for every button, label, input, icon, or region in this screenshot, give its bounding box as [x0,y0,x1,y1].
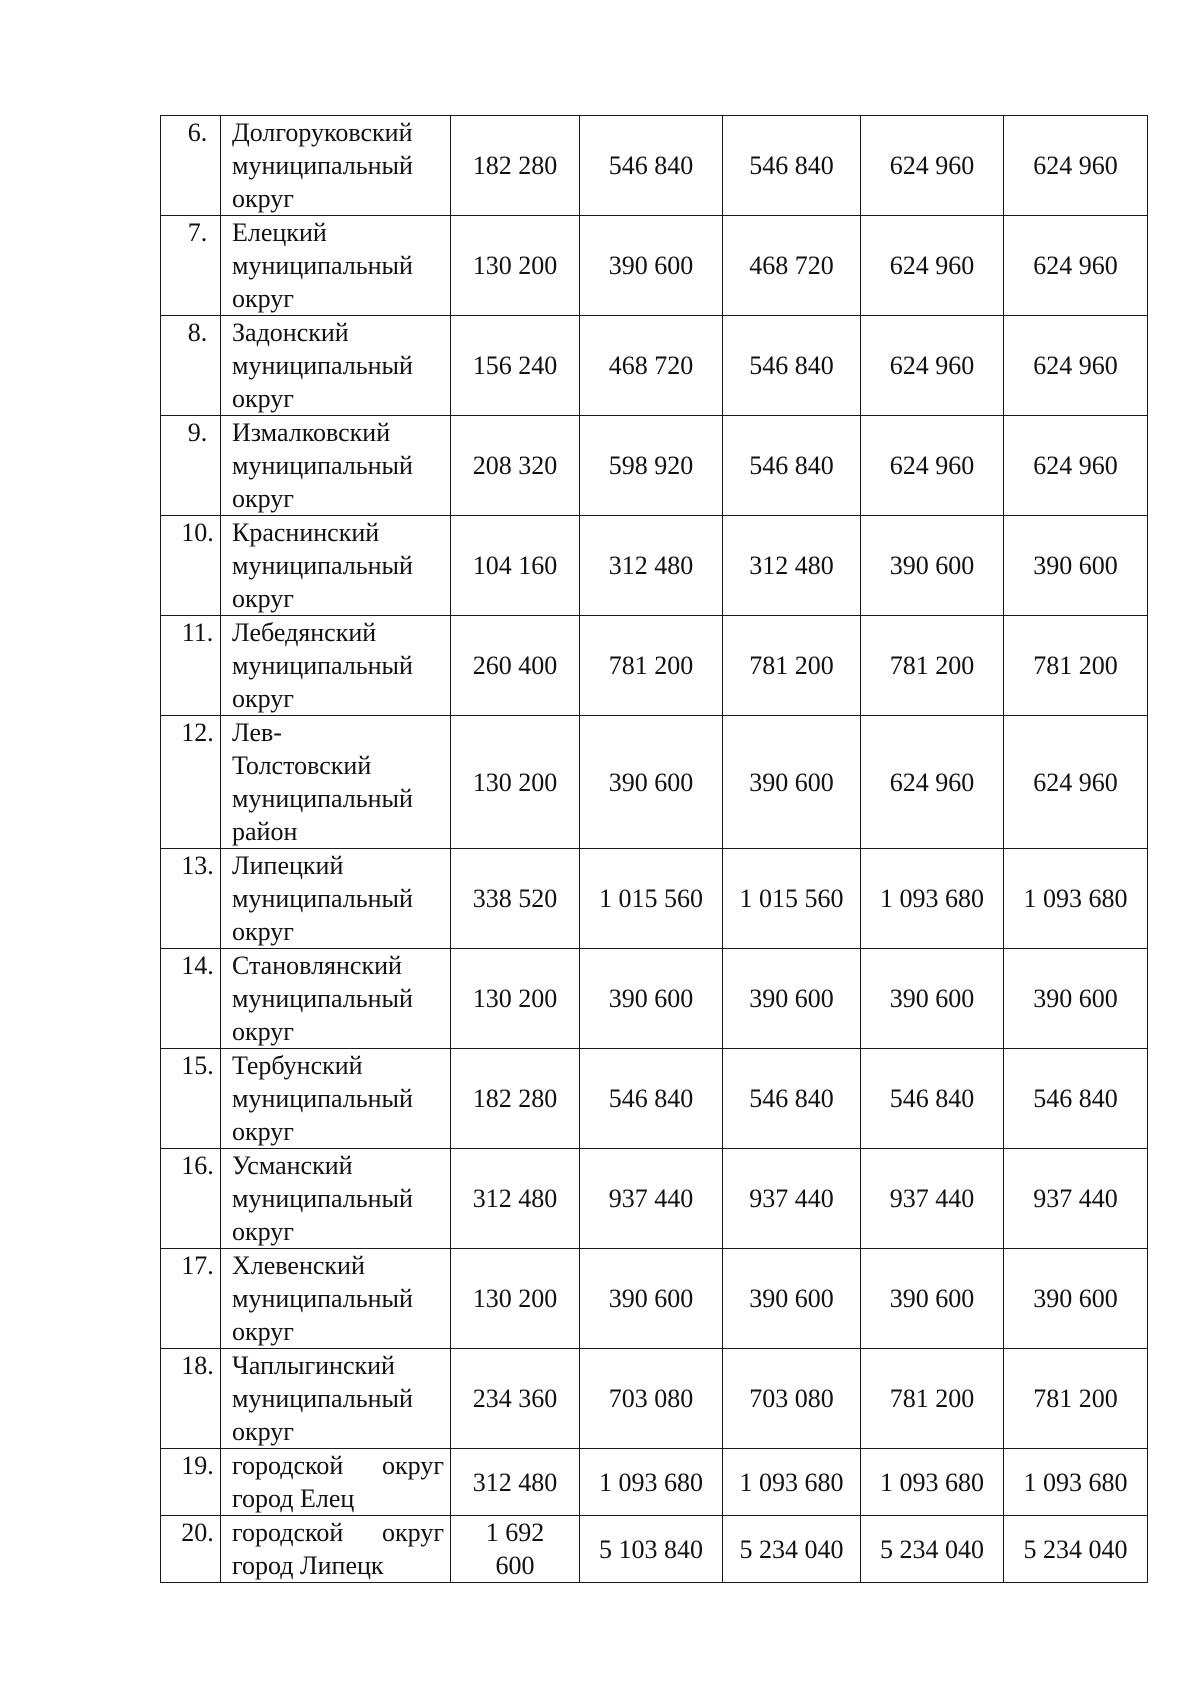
amount-cell-3: 312 480 [723,516,861,616]
amount-cell-1: 130 200 [451,216,580,316]
amount-cell-5: 624 960 [1004,216,1148,316]
table-row [161,316,1148,416]
municipality-name [221,1516,451,1583]
municipality-name-line: муниципальный [232,451,413,480]
amount-cell-2: 5 103 840 [580,1516,723,1583]
municipality-name-line: округ [232,1417,294,1446]
row-number: 18. [161,1349,221,1449]
row-number: 15. [161,1049,221,1149]
municipality-name-line: Тербунский [232,1051,363,1080]
amount-cell-2: 390 600 [580,1249,723,1349]
municipality-name-line: округ [232,284,294,313]
amount-cell-1: 1 692 600 [451,1516,580,1583]
municipality-name-line: Чаплыгинский [232,1351,395,1380]
amount-cell-2: 546 840 [580,1049,723,1149]
row-number: 12. [161,716,221,849]
row-number: 7. [161,216,221,316]
amount-cell-4: 624 960 [861,716,1004,849]
amount-cell-2: 1 093 680 [580,1449,723,1516]
municipality-name-line: муниципальный [232,984,413,1013]
amount-cell-5: 546 840 [1004,1049,1148,1149]
amount-cell-1: 260 400 [451,616,580,716]
amount-cell-3: 781 200 [723,616,861,716]
municipality-name [221,316,451,416]
municipality-name-line: Лебедянский [232,618,377,647]
municipality-name-line: муниципальный [232,251,413,280]
amount-cell-1: 104 160 [451,516,580,616]
amount-cell-2: 781 200 [580,616,723,716]
amount-cell-4: 390 600 [861,516,1004,616]
table-row [161,116,1148,216]
municipality-name [221,1249,451,1349]
municipality-name-line: муниципальный [232,784,413,813]
table-row [161,949,1148,1049]
municipality-name-line: Краснинский [232,518,380,547]
municipality-name-line: Долгоруковский [232,118,413,147]
amount-cell-1: 130 200 [451,716,580,849]
amount-cell-3: 390 600 [723,1249,861,1349]
amount-cell-4: 781 200 [861,1349,1004,1449]
row-number: 19. [161,1449,221,1516]
amount-cell-4: 390 600 [861,1249,1004,1349]
row-number: 11. [161,616,221,716]
municipality-name [221,216,451,316]
amount-cell-4: 5 234 040 [861,1516,1004,1583]
table-row [161,216,1148,316]
amount-cell-5: 624 960 [1004,316,1148,416]
municipality-name [221,1149,451,1249]
row-number: 13. [161,849,221,949]
amount-cell-2: 390 600 [580,949,723,1049]
amount-cell-3: 468 720 [723,216,861,316]
amount-cell-5: 390 600 [1004,516,1148,616]
municipality-name-line: округ [232,184,294,213]
amount-cell-5: 624 960 [1004,716,1148,849]
table-row [161,516,1148,616]
row-number: 8. [161,316,221,416]
amount-cell-2: 598 920 [580,416,723,516]
amount-cell-3: 546 840 [723,316,861,416]
municipality-name-line: Измалковский [232,418,391,447]
amount-cell-1: 130 200 [451,1249,580,1349]
municipality-name-line: муниципальный [232,651,413,680]
row-number: 10. [161,516,221,616]
municipality-name-line: муниципальный [232,551,413,580]
table-row [161,1249,1148,1349]
table-row [161,1449,1148,1516]
municipality-name-line: Лев- [232,718,282,747]
amount-cell-4: 1 093 680 [861,1449,1004,1516]
municipality-name-line: округ [232,384,294,413]
allocation-table [160,115,1148,1583]
amount-cell-5: 390 600 [1004,1249,1148,1349]
municipality-name [221,1349,451,1449]
municipality-name-line: Становлянский [232,951,402,980]
municipality-name-line: округ [232,684,294,713]
table-row [161,616,1148,716]
municipality-name-line: муниципальный [232,1084,413,1113]
municipality-name [221,1049,451,1149]
amount-cell-1: 234 360 [451,1349,580,1449]
municipality-name [221,516,451,616]
table-row [161,1049,1148,1149]
amount-cell-2: 312 480 [580,516,723,616]
amount-cell-3: 390 600 [723,716,861,849]
amount-cell-5: 937 440 [1004,1149,1148,1249]
amount-cell-3: 390 600 [723,949,861,1049]
municipality-name-line: Хлевенский [232,1251,365,1280]
amount-cell-2: 937 440 [580,1149,723,1249]
municipality-name [221,1449,451,1516]
amount-cell-4: 624 960 [861,316,1004,416]
row-number: 20. [161,1516,221,1583]
municipality-name-line: округ [232,1017,294,1046]
municipality-name-line: Толстовский [232,751,372,780]
row-number: 17. [161,1249,221,1349]
amount-cell-1: 312 480 [451,1449,580,1516]
municipality-name-line: округ [232,484,294,513]
municipality-name-line: Елецкий [232,218,327,247]
amount-cell-4: 1 093 680 [861,849,1004,949]
amount-cell-4: 937 440 [861,1149,1004,1249]
amount-cell-1: 312 480 [451,1149,580,1249]
amount-cell-5: 1 093 680 [1004,849,1148,949]
amount-cell-2: 390 600 [580,716,723,849]
amount-cell-1: 130 200 [451,949,580,1049]
municipality-name [221,116,451,216]
amount-cell-4: 390 600 [861,949,1004,1049]
amount-cell-3: 5 234 040 [723,1516,861,1583]
amount-cell-3: 546 840 [723,1049,861,1149]
amount-cell-5: 1 093 680 [1004,1449,1148,1516]
amount-cell-3: 546 840 [723,116,861,216]
amount-cell-2: 468 720 [580,316,723,416]
municipality-name-line: муниципальный [232,1284,413,1313]
municipality-name [221,716,451,849]
amount-cell-2: 390 600 [580,216,723,316]
amount-cell-1: 208 320 [451,416,580,516]
municipality-name-line: городской округ [232,1518,444,1547]
amount-cell-1: 338 520 [451,849,580,949]
table-row [161,1516,1148,1583]
municipality-name-line: округ [232,917,294,946]
amount-cell-3: 1 015 560 [723,849,861,949]
document-page [160,115,1147,1583]
amount-cell-4: 624 960 [861,216,1004,316]
amount-cell-5: 624 960 [1004,116,1148,216]
table-row [161,416,1148,516]
amount-cell-4: 624 960 [861,116,1004,216]
amount-cell-5: 781 200 [1004,616,1148,716]
row-number: 14. [161,949,221,1049]
municipality-name [221,949,451,1049]
amount-cell-2: 1 015 560 [580,849,723,949]
municipality-name-line: район [232,817,298,846]
municipality-name-line: округ [232,1117,294,1146]
municipality-name-line: город Липецк [232,1551,384,1580]
amount-cell-1: 182 280 [451,1049,580,1149]
table-row [161,1349,1148,1449]
amount-cell-5: 624 960 [1004,416,1148,516]
amount-cell-5: 390 600 [1004,949,1148,1049]
amount-cell-1: 156 240 [451,316,580,416]
amount-cell-3: 546 840 [723,416,861,516]
municipality-name-line: муниципальный [232,351,413,380]
amount-cell-4: 781 200 [861,616,1004,716]
municipality-name-line: муниципальный [232,1384,413,1413]
amount-cell-2: 546 840 [580,116,723,216]
table-row [161,849,1148,949]
municipality-name-line: округ [232,584,294,613]
table-row [161,716,1148,849]
amount-cell-1: 182 280 [451,116,580,216]
row-number: 9. [161,416,221,516]
row-number: 6. [161,116,221,216]
amount-cell-3: 1 093 680 [723,1449,861,1516]
amount-cell-4: 624 960 [861,416,1004,516]
municipality-name-line: Липецкий [232,851,344,880]
amount-cell-5: 5 234 040 [1004,1516,1148,1583]
table-body [161,116,1148,1583]
municipality-name [221,616,451,716]
municipality-name-line: Задонский [232,318,349,347]
municipality-name-line: округ [232,1317,294,1346]
municipality-name-line: город Елец [232,1484,355,1513]
amount-cell-5: 781 200 [1004,1349,1148,1449]
amount-cell-2: 703 080 [580,1349,723,1449]
municipality-name-line: Усманский [232,1151,353,1180]
municipality-name-line: округ [232,1217,294,1246]
amount-cell-4: 546 840 [861,1049,1004,1149]
amount-cell-3: 703 080 [723,1349,861,1449]
amount-cell-3: 937 440 [723,1149,861,1249]
municipality-name [221,849,451,949]
municipality-name-line: городской округ [232,1451,444,1480]
municipality-name-line: муниципальный [232,151,413,180]
municipality-name [221,416,451,516]
municipality-name-line: муниципальный [232,884,413,913]
municipality-name-line: муниципальный [232,1184,413,1213]
table-row [161,1149,1148,1249]
row-number: 16. [161,1149,221,1249]
